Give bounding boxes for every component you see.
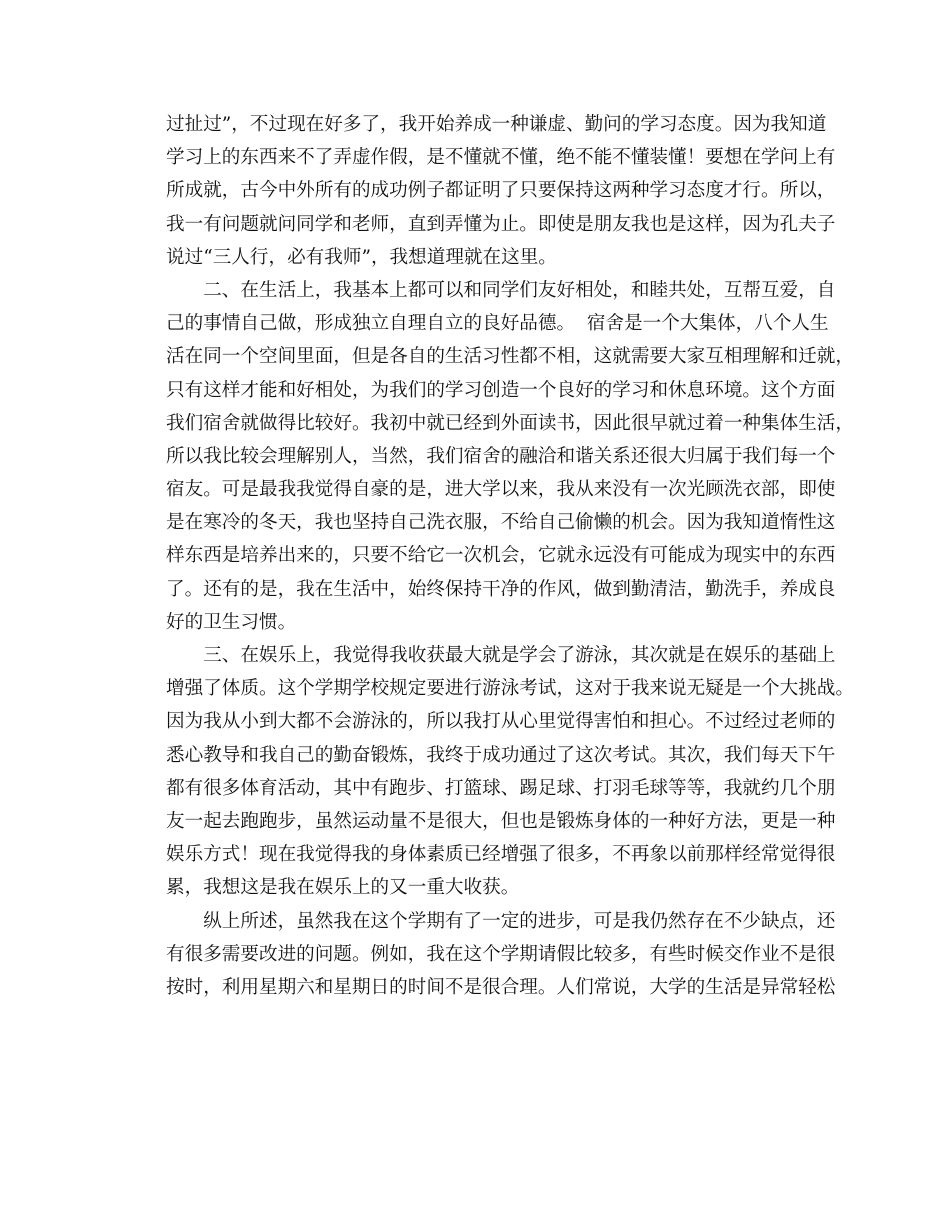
text-line: 我一有问题就问同学和老师，直到弄懂为止。即使是朋友我也是这样，因为孔夫子	[166, 213, 836, 235]
text-line: 纵上所述，虽然我在这个学期有了一定的进步，可是我仍然存在不少缺点，还	[166, 910, 836, 932]
text-line: 都有很多体育活动，其中有跑步、打篮球、踢足球、打羽毛球等等，我就约几个朋	[166, 777, 836, 799]
text-line: 了。还有的是，我在生活中，始终保持干净的作风，做到勤清洁，勤洗手，养成良	[166, 578, 836, 600]
text-line: 学习上的东西来不了弄虚作假，是不懂就不懂，绝不能不懂装懂！要想在学问上有	[166, 147, 836, 169]
text-line: 我们宿舍就做得比较好。我初中就已经到外面读书，因此很早就过着一种集体生活，	[166, 412, 854, 434]
text-line: 过扯过”，不过现在好多了，我开始养成一种谦虚、勤问的学习态度。因为我知道	[166, 114, 827, 135]
text-line: 因为我从小到大都不会游泳的，所以我打从心里觉得害怕和担心。不过经过老师的	[166, 711, 836, 733]
text-line: 活在同一个空间里面，但是各自的生活习性都不相，这就需要大家互相理解和迁就，	[166, 346, 854, 368]
text-line: 娱乐方式！现在我觉得我的身体素质已经增强了很多，不再象以前那样经常觉得很	[166, 844, 836, 866]
text-line: 有很多需要改进的问题。例如，我在这个学期请假比较多，有些时候交作业不是很	[166, 943, 836, 965]
text-line: 己的事情自己做，形成独立自理自立的良好品德。 宿舍是一个大集体，八个人生	[166, 313, 829, 335]
text-line: 二、在生活上，我基本上都可以和同学们友好相处，和睦共处，互帮互爱，自	[166, 279, 836, 301]
text-line: 悉心教导和我自己的勤奋锻炼，我终于成功通过了这次考试。其次，我们每天下午	[166, 744, 836, 766]
text-line: 是在寒冷的冬天，我也坚持自己洗衣服，不给自己偷懒的机会。因为我知道惰性这	[166, 512, 836, 534]
text-line: 只有这样才能和好相处，为我们的学习创造一个良好的学习和休息环境。这个方面	[166, 379, 836, 401]
text-line: 所以我比较会理解别人，当然，我们宿舍的融洽和谐关系还很大归属于我们每一个	[166, 445, 836, 467]
text-line: 累，我想这是我在娱乐上的又一重大收获。	[166, 877, 520, 899]
text-line: 好的卫生习惯。	[166, 611, 297, 633]
text-line: 宿友。可是最我我觉得自豪的是，进大学以来，我从来没有一次光顾洗衣部，即使	[166, 479, 836, 501]
text-line: 所成就，古今中外所有的成功例子都证明了只要保持这两种学习态度才行。所以，	[166, 180, 836, 202]
text-line: 按时，利用星期六和星期日的时间不是很合理。人们常说，大学的生活是异常轻松	[166, 976, 836, 998]
text-line: 样东西是培养出来的，只要不给它一次机会，它就永远没有可能成为现实中的东西	[166, 545, 836, 567]
text-line: 增强了体质。这个学期学校规定要进行游泳考试，这对于我来说无疑是一个大挑战。	[166, 678, 854, 700]
text-line: 三、在娱乐上，我觉得我收获最大就是学会了游泳，其次就是在娱乐的基础上	[166, 645, 836, 666]
text-line: 说过“三人行，必有我师”，我想道理就在这里。	[166, 246, 557, 268]
text-line: 友一起去跑跑步，虽然运动量不是很大，但也是锻炼身体的一种好方法，更是一种	[166, 810, 836, 832]
document-body	[166, 108, 854, 1004]
